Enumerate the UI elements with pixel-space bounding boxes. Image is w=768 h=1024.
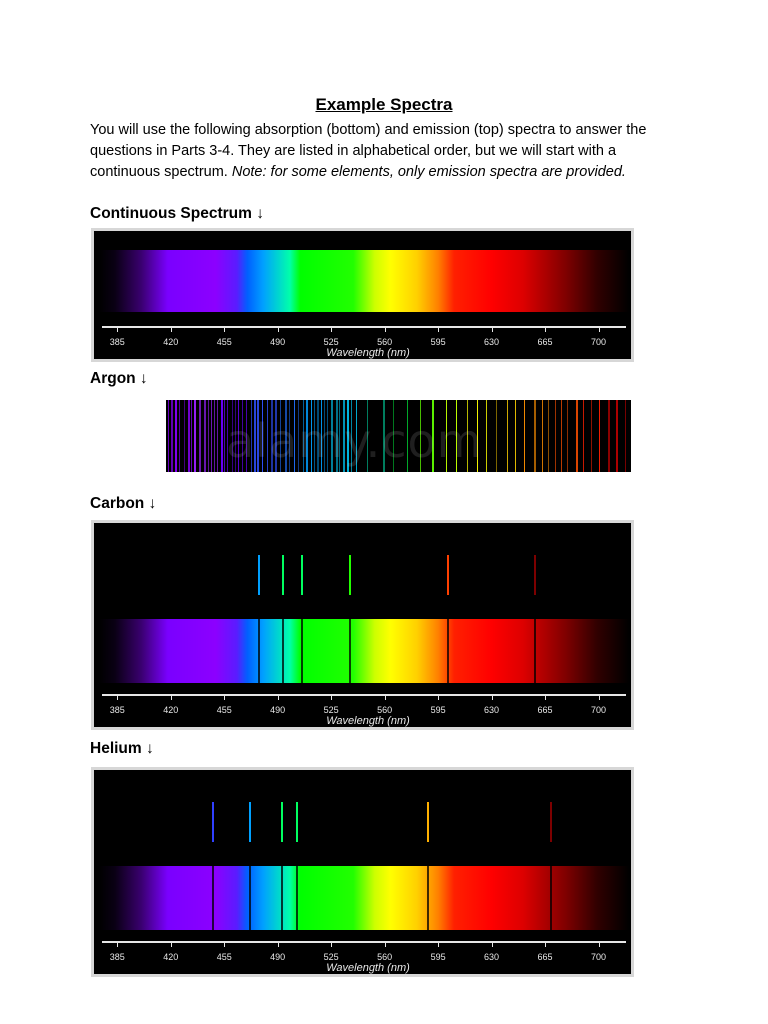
axis-tick	[171, 943, 172, 947]
tick-label: 490	[270, 337, 286, 347]
helium-spectrum-panel	[91, 767, 634, 977]
carbon-spectrum-panel	[91, 520, 634, 730]
emission-line	[171, 400, 173, 472]
tick-label: 385	[109, 705, 125, 715]
tick-label: 630	[484, 337, 500, 347]
axis-tick	[171, 328, 172, 332]
axis-label: Wavelength (nm)	[326, 715, 410, 727]
tick-label: 490	[270, 952, 286, 962]
axis-line	[102, 694, 626, 696]
axis-tick	[492, 943, 493, 947]
emission-line	[224, 400, 225, 472]
axis-tick	[545, 696, 546, 700]
axis-tick	[331, 943, 332, 947]
continuous-spectrum-panel	[91, 228, 634, 362]
emission-line	[427, 802, 429, 842]
document-title: Example Spectra	[315, 95, 453, 114]
emission-line	[184, 400, 185, 472]
tick-label: 455	[216, 337, 232, 347]
axis-tick	[385, 328, 386, 332]
continuous-axis	[94, 231, 631, 359]
axis-tick	[117, 696, 118, 700]
axis-tick	[385, 696, 386, 700]
emission-line	[550, 802, 552, 842]
emission-line	[214, 400, 215, 472]
axis-tick	[278, 943, 279, 947]
emission-line	[548, 400, 549, 472]
axis-line	[102, 326, 626, 328]
emission-line	[576, 400, 578, 472]
tick-label: 560	[377, 952, 393, 962]
axis-label: Wavelength (nm)	[326, 962, 410, 974]
emission-line	[217, 400, 218, 472]
carbon-heading: Carbon ↓	[90, 495, 157, 512]
axis-tick	[385, 943, 386, 947]
tick-label: 630	[484, 705, 500, 715]
emission-line	[349, 555, 351, 595]
emission-line	[591, 400, 592, 472]
emission-line	[199, 400, 201, 472]
intro-note: Note: for some elements, only emission spectra are provided.	[231, 164, 626, 180]
emission-line	[486, 400, 487, 472]
helium-heading: Helium ↓	[90, 740, 154, 757]
emission-line	[204, 400, 206, 472]
emission-line	[301, 555, 303, 595]
axis-tick	[278, 696, 279, 700]
emission-line	[191, 400, 192, 472]
emission-line	[296, 802, 298, 842]
axis-tick	[278, 328, 279, 332]
emission-line	[282, 555, 284, 595]
intro-paragraph	[90, 120, 690, 183]
axis-tick	[438, 328, 439, 332]
emission-line	[496, 400, 497, 472]
emission-line	[249, 802, 251, 842]
emission-line	[194, 400, 196, 472]
axis-tick	[599, 943, 600, 947]
tick-label: 525	[323, 705, 339, 715]
tick-label: 420	[163, 952, 179, 962]
axis-tick	[545, 328, 546, 332]
axis-tick	[224, 328, 225, 332]
axis-line	[102, 941, 626, 943]
emission-line	[542, 400, 543, 472]
axis-tick	[438, 943, 439, 947]
tick-label: 665	[537, 952, 553, 962]
tick-label: 595	[430, 952, 446, 962]
tick-label: 525	[323, 337, 339, 347]
emission-line	[168, 400, 169, 472]
tick-label: 420	[163, 337, 179, 347]
tick-label: 595	[430, 337, 446, 347]
emission-line	[534, 555, 536, 595]
axis-tick	[545, 943, 546, 947]
tick-label: 665	[537, 705, 553, 715]
tick-label: 525	[323, 952, 339, 962]
emission-line	[175, 400, 177, 472]
emission-line	[515, 400, 516, 472]
tick-label: 455	[216, 952, 232, 962]
axis-tick	[492, 696, 493, 700]
intro-text: You will use the following absorption (bottom) and emission (top) spectra to answer the questions in Parts 3-4. They are listed in alphabetical order, but we will start with a continuous spectrum.	[90, 122, 647, 180]
tick-label: 560	[377, 705, 393, 715]
emission-line	[507, 400, 508, 472]
axis-tick	[224, 943, 225, 947]
argon-heading: Argon ↓	[90, 370, 148, 387]
emission-line	[583, 400, 584, 472]
tick-label: 455	[216, 705, 232, 715]
emission-line	[447, 555, 449, 595]
helium-axis	[94, 846, 631, 980]
emission-line	[555, 400, 556, 472]
emission-line	[188, 400, 190, 472]
tick-label: 595	[430, 705, 446, 715]
tick-label: 630	[484, 952, 500, 962]
emission-line	[211, 400, 212, 472]
axis-tick	[171, 696, 172, 700]
tick-label: 700	[590, 952, 607, 962]
watermark: alamy.com	[226, 414, 483, 468]
carbon-axis	[94, 599, 631, 733]
argon-emission-panel	[166, 400, 631, 472]
emission-line	[221, 400, 223, 472]
axis-tick	[599, 328, 600, 332]
emission-line	[561, 400, 562, 472]
tick-label: 700	[590, 705, 607, 715]
emission-line	[258, 555, 260, 595]
emission-line	[616, 400, 618, 472]
tick-label: 560	[377, 337, 393, 347]
axis-tick	[599, 696, 600, 700]
tick-label: 700	[590, 337, 607, 347]
axis-tick	[492, 328, 493, 332]
emission-line	[567, 400, 568, 472]
emission-line	[179, 400, 180, 472]
emission-line	[599, 400, 600, 472]
axis-tick	[117, 943, 118, 947]
axis-tick	[117, 328, 118, 332]
emission-line	[281, 802, 283, 842]
axis-tick	[331, 328, 332, 332]
tick-label: 665	[537, 337, 553, 347]
tick-label: 385	[109, 952, 125, 962]
tick-label: 490	[270, 705, 286, 715]
emission-line	[534, 400, 536, 472]
emission-line	[608, 400, 610, 472]
emission-line	[208, 400, 209, 472]
axis-tick	[438, 696, 439, 700]
tick-label: 385	[109, 337, 125, 347]
continuous-heading: Continuous Spectrum ↓	[90, 205, 264, 222]
axis-tick	[224, 696, 225, 700]
emission-line	[524, 400, 525, 472]
tick-label: 420	[163, 705, 179, 715]
emission-line	[212, 802, 214, 842]
axis-tick	[331, 696, 332, 700]
axis-label: Wavelength (nm)	[326, 347, 410, 359]
emission-line	[625, 400, 626, 472]
